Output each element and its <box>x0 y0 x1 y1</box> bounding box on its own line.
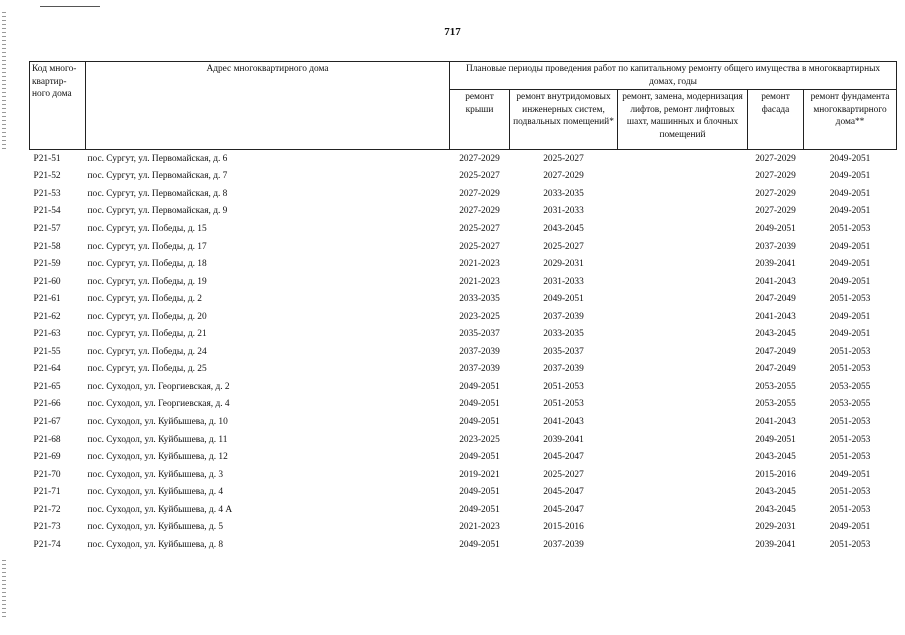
cell-foundation: 2051-2053 <box>829 504 871 515</box>
cell-lifts <box>618 483 748 501</box>
cell-address: пос. Сургут, ул. Победы, д. 17 <box>87 241 207 252</box>
cell-facade: 2053-2055 <box>755 381 796 392</box>
cell-facade: 2027-2029 <box>748 150 804 168</box>
cell-address: пос. Суходол, ул. Георгиевская, д. 2 <box>87 381 230 392</box>
cell-foundation: 2051-2053 <box>829 364 871 375</box>
table-row <box>30 413 897 431</box>
cell-lifts <box>618 448 748 466</box>
cell-roof: 2049-2051 <box>459 539 500 550</box>
cell-code: P21-63 <box>33 329 61 340</box>
cell-systems: 2033-2035 <box>543 329 584 340</box>
cell-code: P21-72 <box>33 504 61 515</box>
cell-roof: 2037-2039 <box>459 364 500 375</box>
cell-roof: 2049-2051 <box>459 399 500 410</box>
cell-lifts <box>618 431 748 449</box>
table-row <box>30 255 897 273</box>
cell-systems: 2051-2053 <box>543 381 584 392</box>
cell-systems: 2045-2047 <box>543 487 584 498</box>
cell-systems: 2043-2045 <box>543 223 584 234</box>
cell-facade: 2027-2029 <box>755 171 796 182</box>
cell-address: пос. Суходол, ул. Куйбышева, д. 4 А <box>87 504 233 515</box>
table-row <box>30 483 897 501</box>
cell-facade: 2049-2051 <box>755 223 796 234</box>
table-row <box>30 466 897 484</box>
cell-address: пос. Сургут, ул. Первомайская, д. 6 <box>86 150 450 168</box>
column-header-foundation: ремонт фундамента многоквартирного дома** <box>804 90 897 150</box>
cell-facade: 2053-2055 <box>755 399 796 410</box>
cell-facade: 2047-2049 <box>755 364 796 375</box>
cell-foundation: 2051-2053 <box>829 416 871 427</box>
cell-roof: 2037-2039 <box>459 346 500 357</box>
cell-foundation: 2051-2053 <box>829 434 871 445</box>
cell-address: пос. Сургут, ул. Победы, д. 21 <box>87 329 207 340</box>
cell-facade: 2041-2043 <box>755 276 796 287</box>
cell-lifts <box>618 203 748 221</box>
table-row <box>30 273 897 291</box>
cell-code: P21-66 <box>33 399 61 410</box>
cell-systems: 2051-2053 <box>543 399 584 410</box>
column-group-header-periods: Плановые периоды проведения работ по капитальному ремонту общего имущества в многоквартирных домах, годы <box>450 62 897 90</box>
cell-facade: 2047-2049 <box>755 294 796 305</box>
cell-systems: 2029-2031 <box>543 259 584 270</box>
cell-lifts <box>618 308 748 326</box>
cell-systems: 2015-2016 <box>543 522 584 533</box>
cell-systems: 2025-2027 <box>543 469 584 480</box>
cell-lifts <box>618 185 748 203</box>
cell-roof: 2049-2051 <box>459 416 500 427</box>
cell-roof: 2019-2021 <box>459 469 500 480</box>
cell-foundation: 2053-2055 <box>829 381 871 392</box>
table-row <box>30 501 897 519</box>
cell-systems: 2035-2037 <box>543 346 584 357</box>
table-row <box>30 308 897 326</box>
cell-roof: 2027-2029 <box>459 188 500 199</box>
cell-foundation: 2049-2051 <box>829 469 871 480</box>
table-row <box>30 378 897 396</box>
cell-facade: 2029-2031 <box>755 522 796 533</box>
cell-address: пос. Сургут, ул. Победы, д. 25 <box>87 364 207 375</box>
cell-code: P21-69 <box>33 452 61 463</box>
top-rule <box>40 6 100 7</box>
cell-systems: 2045-2047 <box>543 504 584 515</box>
cell-address: пос. Сургут, ул. Победы, д. 2 <box>87 294 202 305</box>
cell-lifts <box>618 413 748 431</box>
cell-foundation: 2049-2051 <box>829 259 871 270</box>
cell-systems: 2037-2039 <box>543 539 584 550</box>
cell-roof: 2021-2023 <box>459 259 500 270</box>
cell-address: пос. Сургут, ул. Победы, д. 19 <box>87 276 207 287</box>
repair-schedule-table <box>29 61 897 554</box>
cell-foundation: 2053-2055 <box>829 399 871 410</box>
table-row <box>30 343 897 361</box>
cell-code: P21-64 <box>33 364 61 375</box>
cell-code: P21-70 <box>33 469 61 480</box>
cell-lifts <box>618 501 748 519</box>
page-number: 717 <box>444 26 461 38</box>
cell-code: P21-54 <box>33 206 61 217</box>
cell-code: P21-61 <box>33 294 61 305</box>
cell-foundation: 2049-2051 <box>829 276 871 287</box>
cell-lifts <box>618 255 748 273</box>
cell-address: пос. Сургут, ул. Победы, д. 20 <box>87 311 207 322</box>
cell-code: P21-53 <box>33 188 61 199</box>
cell-address: пос. Суходол, ул. Куйбышева, д. 10 <box>87 416 228 427</box>
table-body <box>30 150 897 554</box>
cell-foundation: 2049-2051 <box>829 188 871 199</box>
cell-foundation: 2049-2051 <box>829 311 871 322</box>
cell-address: пос. Сургут, ул. Победы, д. 15 <box>87 223 207 234</box>
cell-foundation: 2051-2053 <box>829 294 871 305</box>
cell-lifts <box>618 396 748 414</box>
cell-systems: 2025-2027 <box>510 150 618 168</box>
cell-roof: 2025-2027 <box>459 241 500 252</box>
cell-lifts <box>618 536 748 554</box>
cell-facade: 2039-2041 <box>755 539 796 550</box>
table-row <box>30 290 897 308</box>
cell-address: пос. Сургут, ул. Первомайская, д. 9 <box>87 206 228 217</box>
cell-code: P21-62 <box>33 311 61 322</box>
column-header-facade: ремонт фасада <box>748 90 804 150</box>
cell-roof: 2035-2037 <box>459 329 500 340</box>
cell-facade: 2049-2051 <box>755 434 796 445</box>
cell-address: пос. Суходол, ул. Куйбышева, д. 11 <box>87 434 228 445</box>
cell-code: P21-71 <box>33 487 61 498</box>
cell-address: пос. Суходол, ул. Куйбышева, д. 5 <box>87 522 224 533</box>
table-row <box>30 203 897 221</box>
cell-address: пос. Сургут, ул. Победы, д. 24 <box>87 346 207 357</box>
cell-foundation: 2049-2051 <box>829 206 871 217</box>
cell-foundation: 2051-2053 <box>829 487 871 498</box>
table-row <box>30 396 897 414</box>
table-row <box>30 536 897 554</box>
cell-roof: 2023-2025 <box>459 434 500 445</box>
table-row <box>30 361 897 379</box>
cell-address: пос. Сургут, ул. Первомайская, д. 7 <box>87 171 228 182</box>
cell-lifts <box>618 290 748 308</box>
cell-code: P21-74 <box>33 539 61 550</box>
column-header-lifts: ремонт, замена, модернизация лифтов, ремонт лифтовых шахт, машинных и блочных помещений <box>618 90 748 150</box>
cell-roof: 2049-2051 <box>459 504 500 515</box>
cell-roof: 2049-2051 <box>459 381 500 392</box>
cell-facade: 2043-2045 <box>755 504 796 515</box>
cell-facade: 2015-2016 <box>755 469 796 480</box>
cell-roof: 2023-2025 <box>459 311 500 322</box>
cell-facade: 2039-2041 <box>755 259 796 270</box>
cell-address: пос. Суходол, ул. Куйбышева, д. 3 <box>87 469 224 480</box>
table-row <box>30 431 897 449</box>
cell-code: P21-73 <box>33 522 61 533</box>
cell-systems: 2033-2035 <box>543 188 584 199</box>
cell-address: пос. Суходол, ул. Куйбышева, д. 12 <box>87 452 228 463</box>
cell-facade: 2037-2039 <box>755 241 796 252</box>
cell-lifts <box>618 518 748 536</box>
cell-lifts <box>618 466 748 484</box>
cell-roof: 2021-2023 <box>459 522 500 533</box>
cell-systems: 2049-2051 <box>543 294 584 305</box>
cell-systems: 2027-2029 <box>543 171 584 182</box>
cell-code: P21-52 <box>33 171 61 182</box>
table-row <box>30 238 897 256</box>
table-row <box>30 518 897 536</box>
cell-facade: 2043-2045 <box>755 487 796 498</box>
cell-address: пос. Суходол, ул. Георгиевская, д. 4 <box>87 399 230 410</box>
cell-roof: 2027-2029 <box>450 150 510 168</box>
cell-roof: 2027-2029 <box>459 206 500 217</box>
cell-foundation: 2049-2051 <box>829 329 871 340</box>
cell-lifts <box>618 361 748 379</box>
cell-address: пос. Сургут, ул. Первомайская, д. 8 <box>87 188 228 199</box>
cell-address: пос. Суходол, ул. Куйбышева, д. 8 <box>87 539 224 550</box>
cell-systems: 2031-2033 <box>543 206 584 217</box>
cell-foundation: 2049-2051 <box>829 241 871 252</box>
cell-foundation: 2049-2051 <box>829 171 871 182</box>
cell-lifts <box>618 343 748 361</box>
cell-facade: 2043-2045 <box>755 452 796 463</box>
cell-systems: 2037-2039 <box>543 311 584 322</box>
cell-address: пос. Суходол, ул. Куйбышева, д. 4 <box>87 487 224 498</box>
cell-code: P21-55 <box>33 346 61 357</box>
cell-roof: 2049-2051 <box>459 452 500 463</box>
cell-code: P21-59 <box>33 259 61 270</box>
cell-lifts <box>618 168 748 186</box>
table-row <box>30 150 897 168</box>
cell-code: P21-65 <box>33 381 61 392</box>
cell-roof: 2033-2035 <box>459 294 500 305</box>
scan-margin-mark <box>2 560 6 620</box>
cell-roof: 2021-2023 <box>459 276 500 287</box>
cell-roof: 2025-2027 <box>459 171 500 182</box>
cell-facade: 2047-2049 <box>755 346 796 357</box>
table-row <box>30 220 897 238</box>
cell-lifts <box>618 238 748 256</box>
cell-code: P21-51 <box>30 150 86 168</box>
cell-foundation: 2049-2051 <box>804 150 897 168</box>
cell-lifts <box>618 150 748 168</box>
cell-facade: 2041-2043 <box>755 311 796 322</box>
cell-systems: 2031-2033 <box>543 276 584 287</box>
cell-code: P21-68 <box>33 434 61 445</box>
table-row <box>30 185 897 203</box>
column-header-systems: ремонт внутридомовых инженерных систем, подвальных помещений* <box>510 90 618 150</box>
cell-lifts <box>618 273 748 291</box>
cell-foundation: 2051-2053 <box>829 346 871 357</box>
cell-systems: 2025-2027 <box>543 241 584 252</box>
cell-roof: 2025-2027 <box>459 223 500 234</box>
column-header-address: Адрес многоквартирного дома <box>86 62 450 150</box>
cell-systems: 2041-2043 <box>543 416 584 427</box>
column-header-code: Код много-квартир-ного дома <box>30 62 86 150</box>
cell-foundation: 2051-2053 <box>829 452 871 463</box>
cell-systems: 2037-2039 <box>543 364 584 375</box>
cell-facade: 2027-2029 <box>755 188 796 199</box>
cell-code: P21-57 <box>33 223 61 234</box>
cell-code: P21-60 <box>33 276 61 287</box>
cell-systems: 2039-2041 <box>543 434 584 445</box>
table-row <box>30 448 897 466</box>
cell-facade: 2041-2043 <box>755 416 796 427</box>
cell-lifts <box>618 378 748 396</box>
cell-foundation: 2051-2053 <box>829 223 871 234</box>
cell-systems: 2045-2047 <box>543 452 584 463</box>
cell-facade: 2027-2029 <box>755 206 796 217</box>
cell-foundation: 2049-2051 <box>829 522 871 533</box>
table-row <box>30 325 897 343</box>
cell-code: P21-67 <box>33 416 61 427</box>
cell-lifts <box>618 325 748 343</box>
cell-facade: 2043-2045 <box>755 329 796 340</box>
cell-address: пос. Сургут, ул. Победы, д. 18 <box>87 259 207 270</box>
cell-foundation: 2051-2053 <box>829 539 871 550</box>
cell-roof: 2049-2051 <box>459 487 500 498</box>
column-header-roof: ремонт крыши <box>450 90 510 150</box>
cell-lifts <box>618 220 748 238</box>
table-row <box>30 168 897 186</box>
cell-code: P21-58 <box>33 241 61 252</box>
